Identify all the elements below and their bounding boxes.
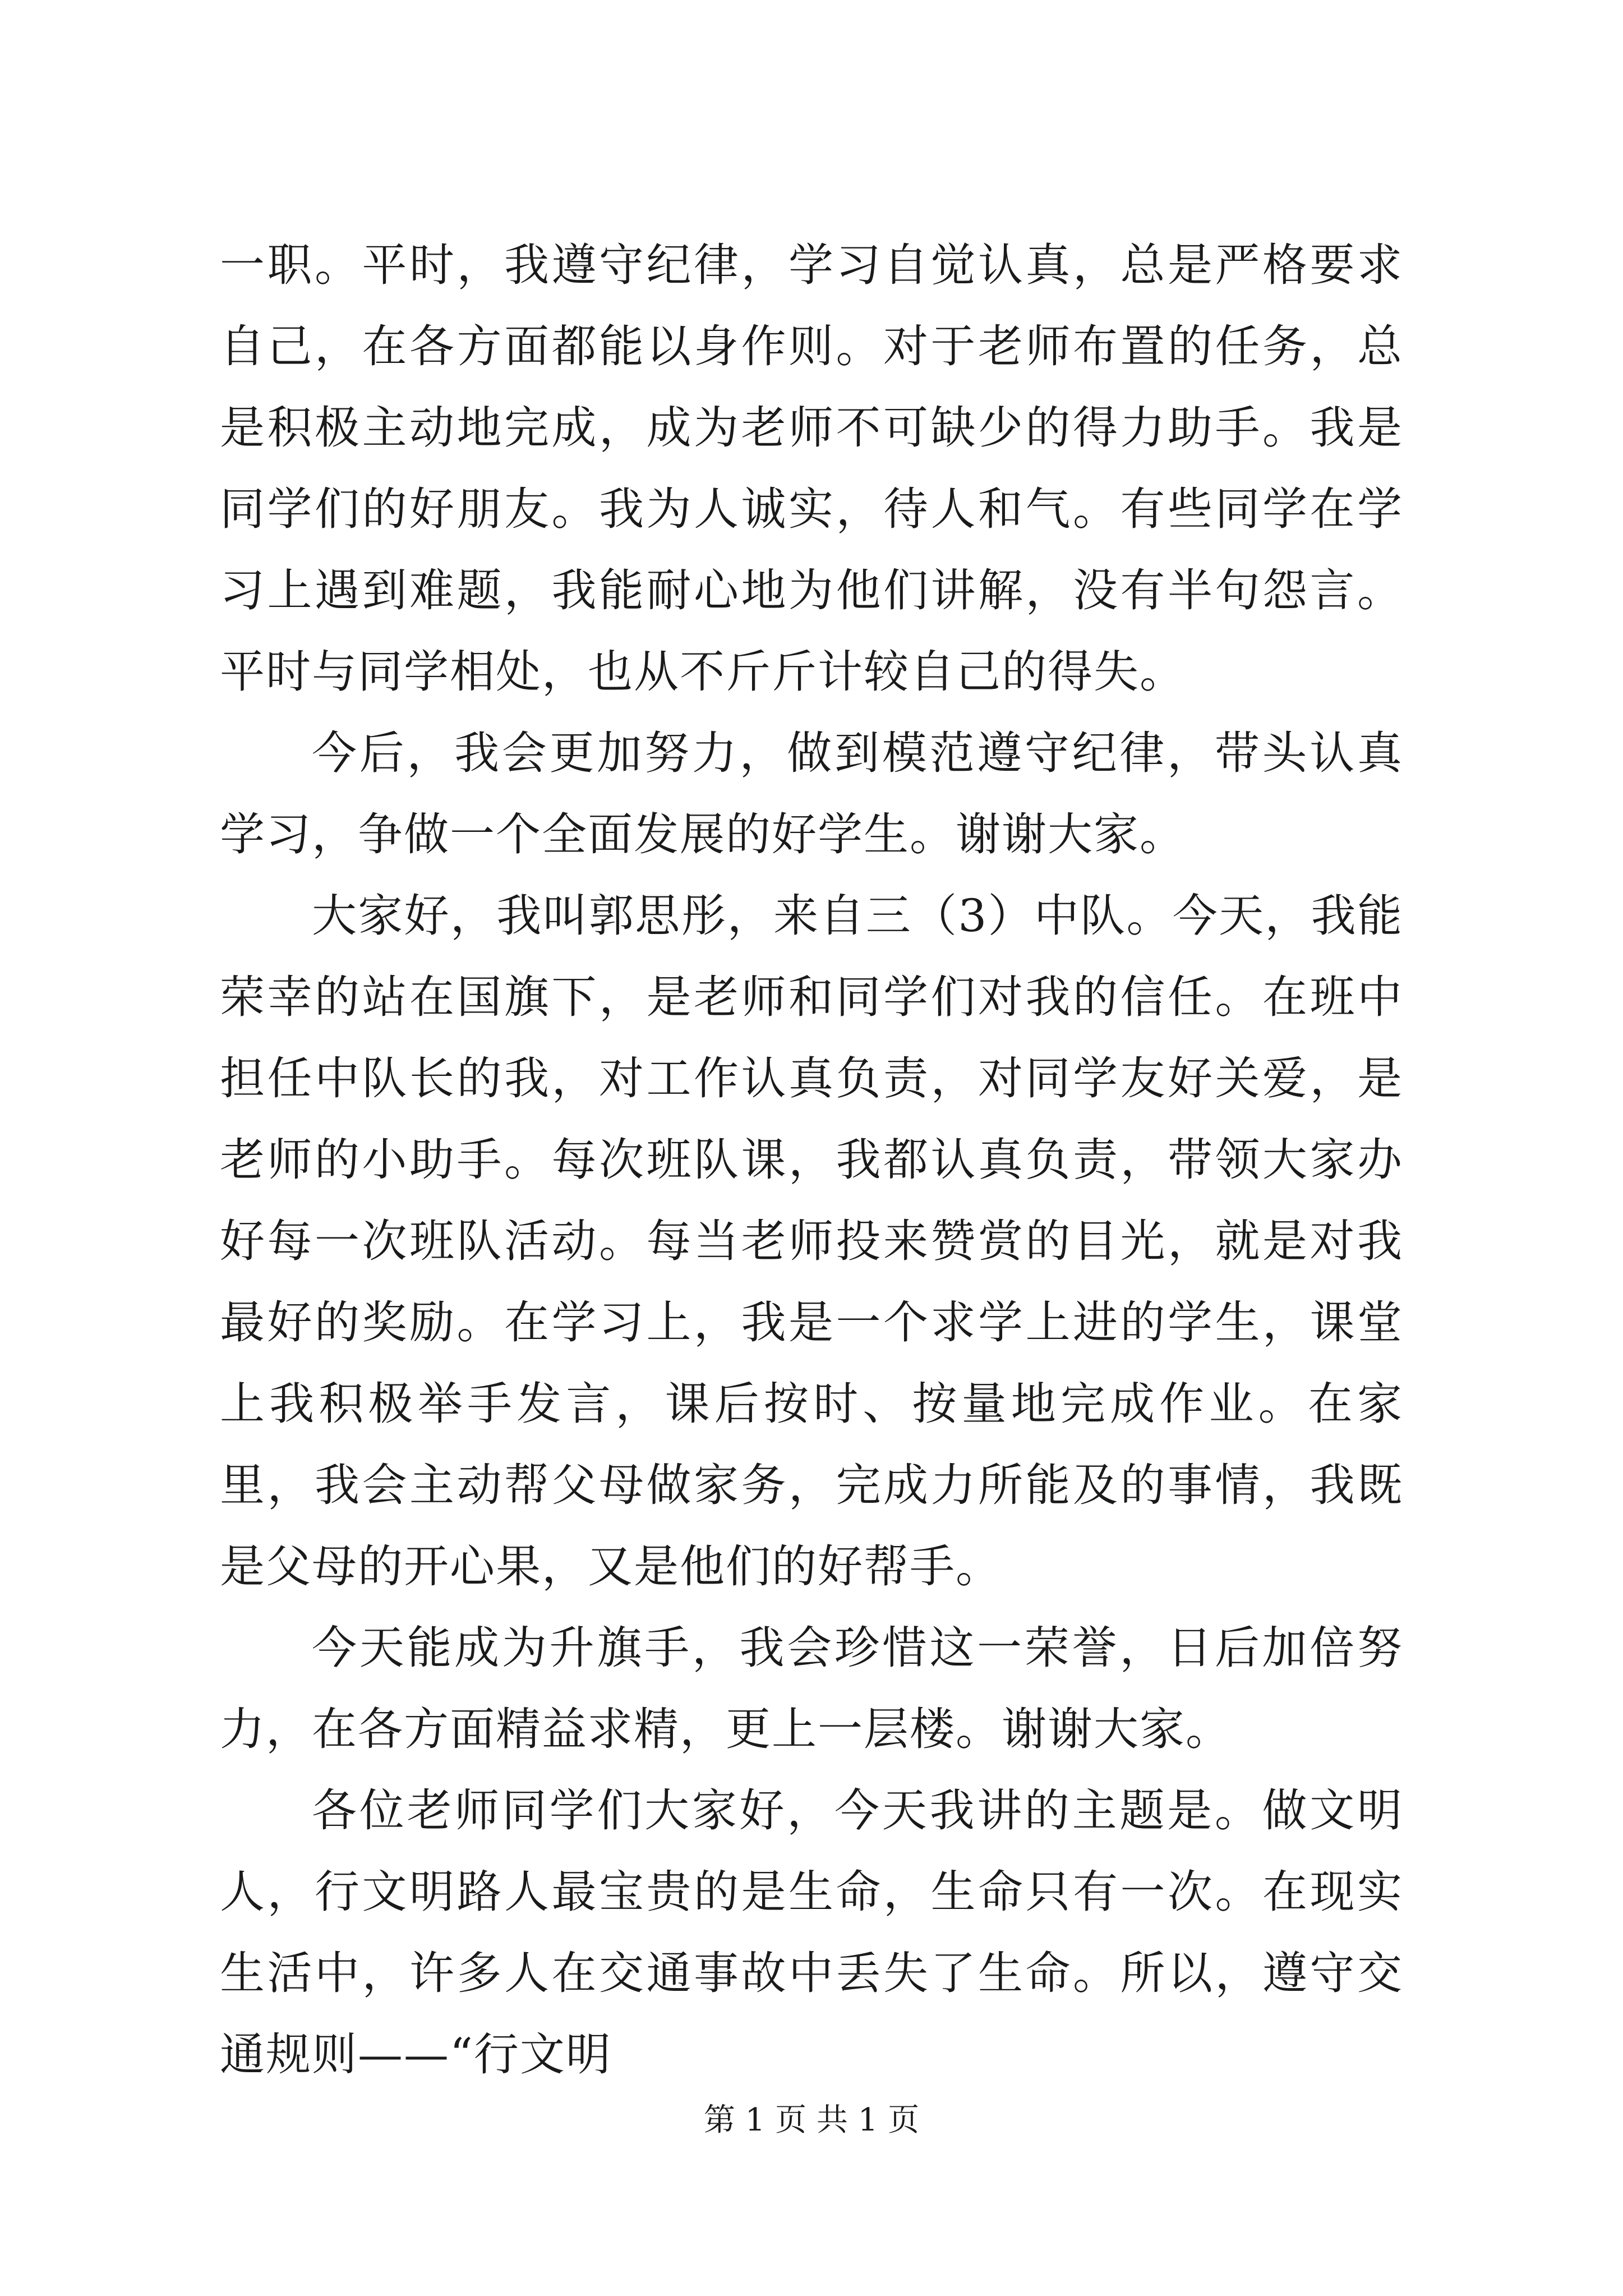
paragraph-2: 今后，我会更加努力，做到模范遵守纪律，带头认真学习，争做一个全面发展的好学生。谢谢大家。 bbox=[220, 727, 1403, 861]
paragraph-3: 大家好，我叫郭思彤，来自三（3）中队。今天，我能荣幸的站在国旗下，是老师和同学们对我的信任。在班中担任中队长的我，对工作认真负责，对同学友好关爱，是老师的小助手。每次班队课，我都认真负责，带领大家办好每一次班队活动。每当老师投来赞赏的目光，就是对我最好的奖励。在学习上，我是一个求学上进的学生，课堂上我积极举手发言，课后按时、按量地完成作业。在家里，我会主动帮父母做家务，完成力所能及的事情，我既是父母的开心果，又是他们的好帮手。 bbox=[220, 890, 1403, 1593]
page-number-footer: 第 1 页 共 1 页 bbox=[703, 2102, 920, 2138]
paragraph-4: 今天能成为升旗手，我会珍惜这一荣誉，日后加倍努力，在各方面精益求精，更上一层楼。谢谢大家。 bbox=[220, 1622, 1403, 1755]
paragraph-5: 各位老师同学们大家好，今天我讲的主题是。做文明人，行文明路人最宝贵的是生命，生命只有一次。在现实生活中，许多人在交通事故中丢失了生命。所以，遵守交通规则——“行文明 bbox=[220, 1784, 1403, 2081]
document-body bbox=[220, 224, 1403, 2095]
paragraph-1: 一职。平时，我遵守纪律，学习自觉认真，总是严格要求自己，在各方面都能以身作则。对于老师布置的任务，总是积极主动地完成，成为老师不可缺少的得力助手。我是同学们的好朋友。我为人诚实，待人和气。有些同学在学习上遇到难题，我能耐心地为他们讲解，没有半句怨言。平时与同学相处，也从不斤斤计较自己的得失。 bbox=[220, 239, 1403, 698]
